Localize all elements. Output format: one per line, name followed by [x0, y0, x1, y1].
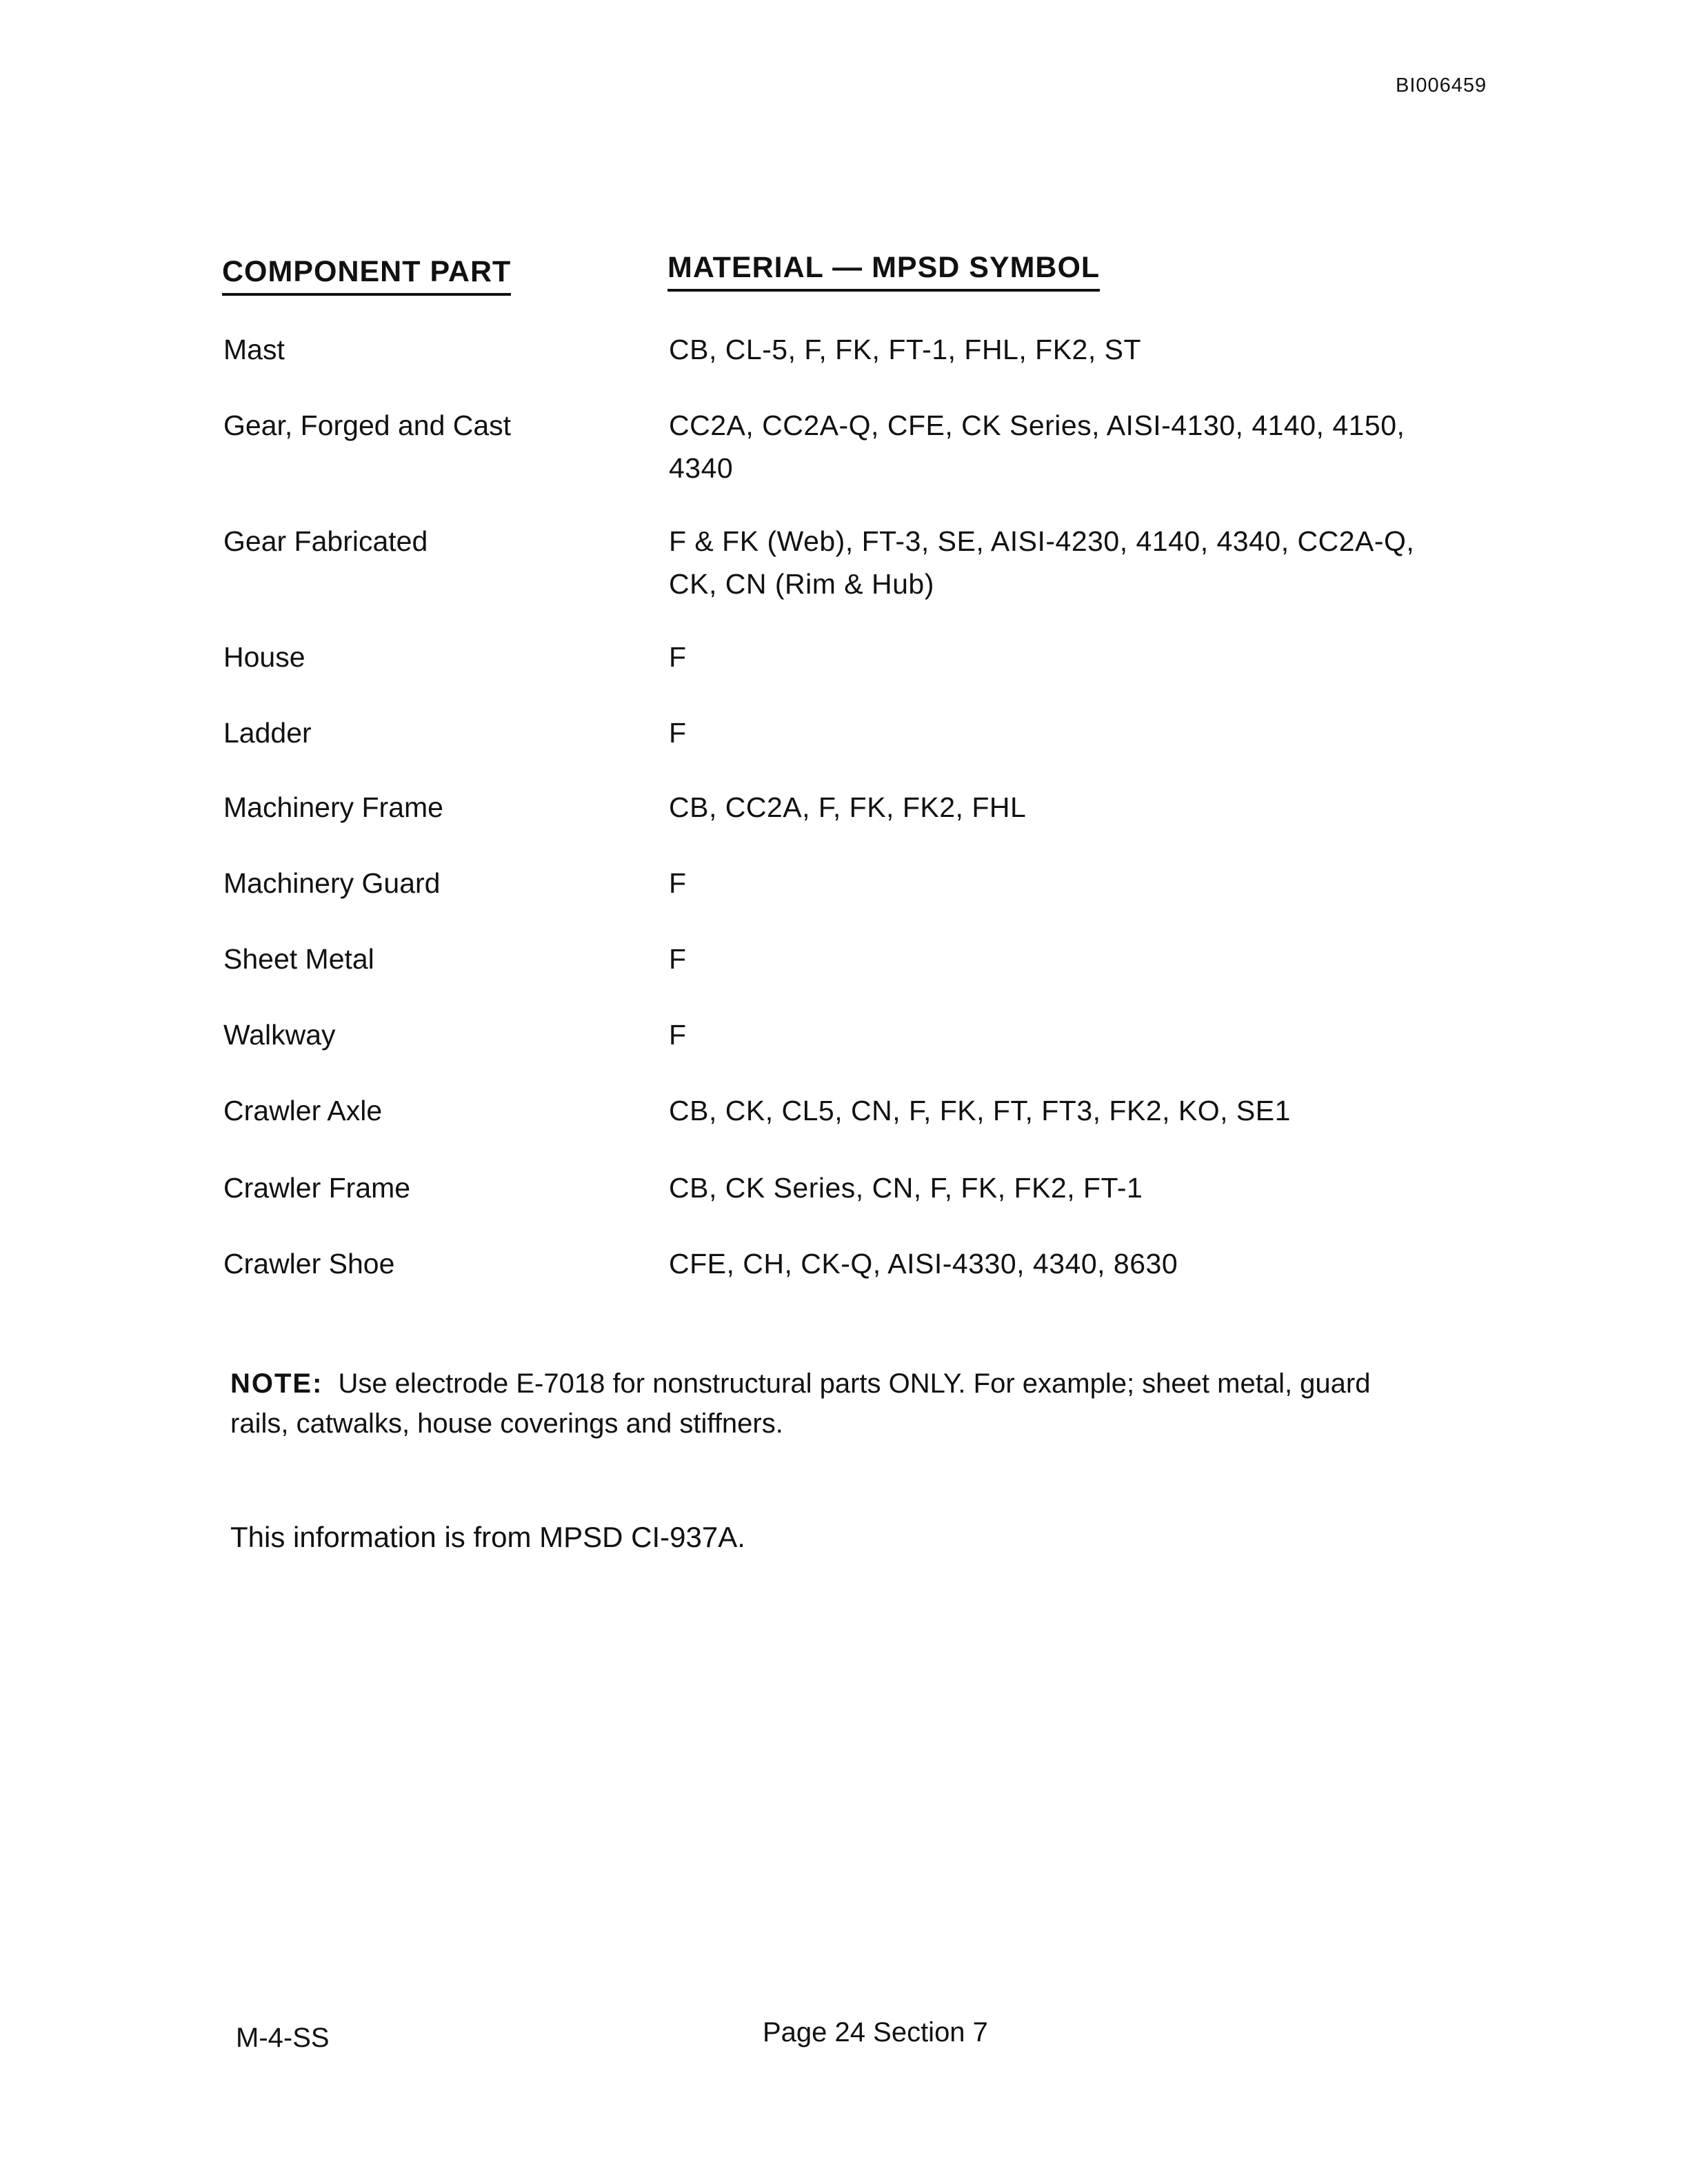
material-cell: CB, CL-5, F, FK, FT-1, FHL, FK2, ST	[669, 334, 1142, 365]
material-cell: CB, CK Series, CN, F, FK, FK2, FT-1	[669, 1172, 1143, 1204]
material-cell: F	[669, 641, 687, 673]
component-part-header: COMPONENT PART	[222, 255, 511, 296]
note-text: Use electrode E-7018 for nonstructural parts ONLY. For example; sheet metal, guard rails, catwalks, house coverings and stiffners.	[230, 1368, 1371, 1439]
note-label: NOTE:	[230, 1368, 323, 1399]
material-symbol-header: MATERIAL — MPSD SYMBOL	[667, 251, 1100, 292]
component-part-cell: Machinery Guard	[223, 867, 441, 899]
component-part-cell: Sheet Metal	[223, 943, 374, 975]
material-cell: CC2A, CC2A-Q, CFE, CK Series, AISI-4130, 4140, 4150, 4340	[669, 410, 1405, 484]
source-line: This information is from MPSD CI-937A.	[230, 1521, 745, 1553]
component-part-cell: Crawler Frame	[223, 1172, 411, 1204]
material-cell: F	[669, 867, 687, 899]
component-part-cell: Gear, Forged and Cast	[223, 410, 512, 441]
component-part-cell: Crawler Shoe	[223, 1248, 395, 1280]
footer-page-number: Page 24 Section 7	[763, 2017, 988, 2048]
material-cell: CB, CC2A, F, FK, FK2, FHL	[669, 791, 1027, 823]
component-part-cell: Gear Fabricated	[223, 525, 428, 557]
component-part-cell: Walkway	[223, 1019, 336, 1051]
material-cell: CFE, CH, CK-Q, AISI-4330, 4340, 8630	[669, 1248, 1178, 1280]
component-part-cell: Machinery Frame	[223, 791, 443, 823]
note-paragraph	[230, 1364, 1423, 1444]
material-cell: F	[669, 1019, 687, 1051]
component-part-cell: Mast	[223, 334, 285, 365]
document-id: BI006459	[1396, 74, 1487, 97]
material-cell: CB, CK, CL5, CN, F, FK, FT, FT3, FK2, KO, SE1	[669, 1095, 1291, 1126]
material-cell: F	[669, 943, 687, 975]
footer-document-code: M-4-SS	[236, 2023, 330, 2053]
component-part-cell: Ladder	[223, 717, 312, 749]
component-part-cell: Crawler Axle	[223, 1095, 383, 1126]
component-part-cell: House	[223, 641, 305, 673]
material-cell: F & FK (Web), FT-3, SE, AISI-4230, 4140, 4340, CC2A-Q, CK, CN (Rim & Hub)	[669, 525, 1415, 600]
material-cell: F	[669, 717, 687, 749]
